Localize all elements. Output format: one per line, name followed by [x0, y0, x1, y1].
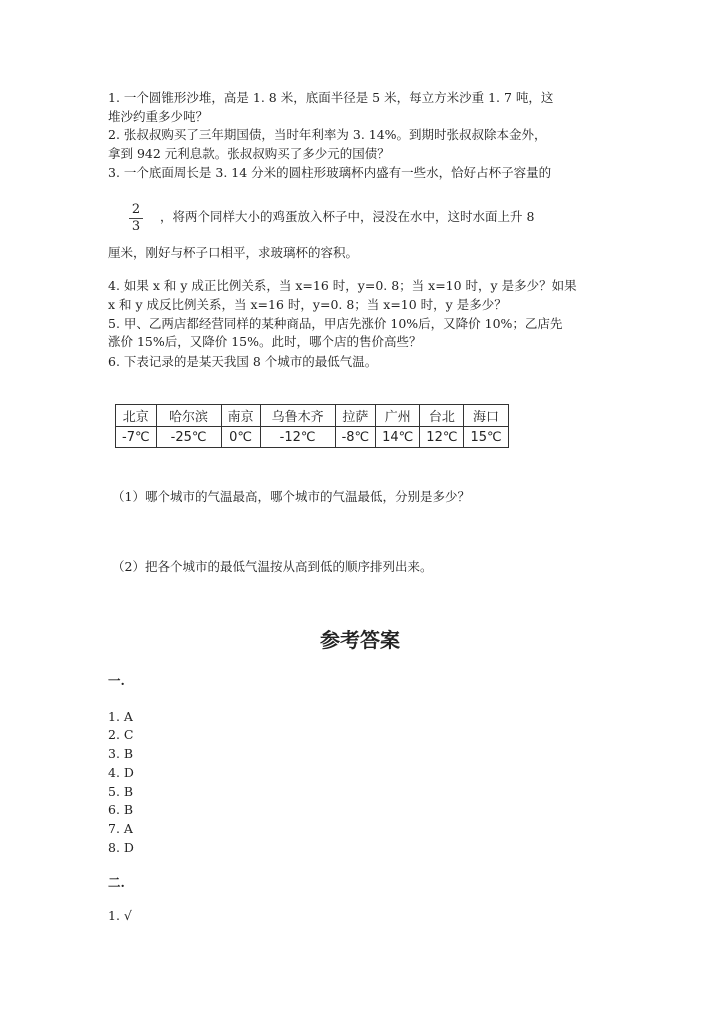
question-line: 拿到 942 元利息款。张叔叔购买了多少元的国债？ [108, 146, 390, 161]
sub-question: （2）把各个城市的最低气温按从高到低的顺序排列出来。 [112, 559, 433, 574]
section-heading: 二. [108, 875, 125, 890]
section-heading: 一. [108, 673, 125, 688]
question-line: 厘米，刚好与杯子口相平，求玻璃杯的容积。 [108, 245, 359, 260]
fraction [129, 203, 143, 234]
city-cell: 海口 [464, 405, 508, 427]
answer-item: 3. B [108, 746, 134, 761]
answer-item: 2. C [108, 727, 134, 742]
answer-item: 6. B [108, 802, 134, 817]
answer-item: 8. D [108, 840, 134, 855]
city-cell: 广州 [376, 405, 420, 427]
question-line: 3. 一个底面周长是 3. 14 分米的圆柱形玻璃杯内盛有一些水，恰好占杯子容量的 [108, 165, 552, 180]
denominator: 3 [131, 219, 141, 234]
city-cell: 哈尔滨 [156, 405, 221, 427]
question-line: x 和 y 成反比例关系，当 x=16 时，y=0. 8；当 x=10 时，y 是多少？ [108, 297, 507, 312]
temp-cell: 12℃ [420, 427, 464, 448]
temp-cell: -12℃ [260, 427, 335, 448]
question-line: 2. 张叔叔购买了三年期国债，当时年利率为 3. 14%。到期时张叔叔除本金外， [108, 127, 547, 142]
answer-item: 1. √ [108, 908, 132, 923]
temp-cell: -8℃ [335, 427, 376, 448]
temp-cell: -25℃ [156, 427, 221, 448]
temp-cell: 15℃ [464, 427, 508, 448]
sub-question: （1）哪个城市的气温最高，哪个城市的气温最低，分别是多少？ [112, 489, 470, 504]
question-line: 涨价 15%后，又降价 15%。此时，哪个店的售价高些？ [108, 334, 422, 349]
numerator: 2 [131, 202, 141, 217]
answer-item: 7. A [108, 821, 133, 836]
temperature-table [115, 404, 509, 448]
question-line: 堆沙约重多少吨？ [108, 109, 209, 124]
question-line: 1. 一个圆锥形沙堆，高是 1. 8 米，底面半径是 5 米，每立方米沙重 1. 7 吨，这 [108, 90, 554, 105]
city-cell: 北京 [116, 405, 157, 427]
question-line: ，将两个同样大小的鸡蛋放入杯子中，浸没在水中，这时水面上升 8 [160, 209, 535, 224]
table-row [116, 427, 509, 448]
question-line: 5. 甲、乙两店都经营同样的某种商品，甲店先涨价 10%后，又降价 10%；乙店先 [108, 316, 563, 331]
answer-item: 5. B [108, 784, 134, 799]
temp-cell: 0℃ [221, 427, 260, 448]
question-line: 6. 下表记录的是某天我国 8 个城市的最低气温。 [108, 354, 378, 369]
city-cell: 乌鲁木齐 [260, 405, 335, 427]
temp-cell: 14℃ [376, 427, 420, 448]
answers-title: 参考答案 [320, 628, 400, 652]
city-cell: 台北 [420, 405, 464, 427]
answer-item: 1. A [108, 709, 133, 724]
table-row [116, 405, 509, 427]
temp-cell: -7℃ [116, 427, 157, 448]
city-cell: 南京 [221, 405, 260, 427]
city-cell: 拉萨 [335, 405, 376, 427]
answer-item: 4. D [108, 765, 134, 780]
question-line: 4. 如果 x 和 y 成正比例关系，当 x=16 时，y=0. 8；当 x=10 时，y 是多少？如果 [108, 278, 577, 293]
